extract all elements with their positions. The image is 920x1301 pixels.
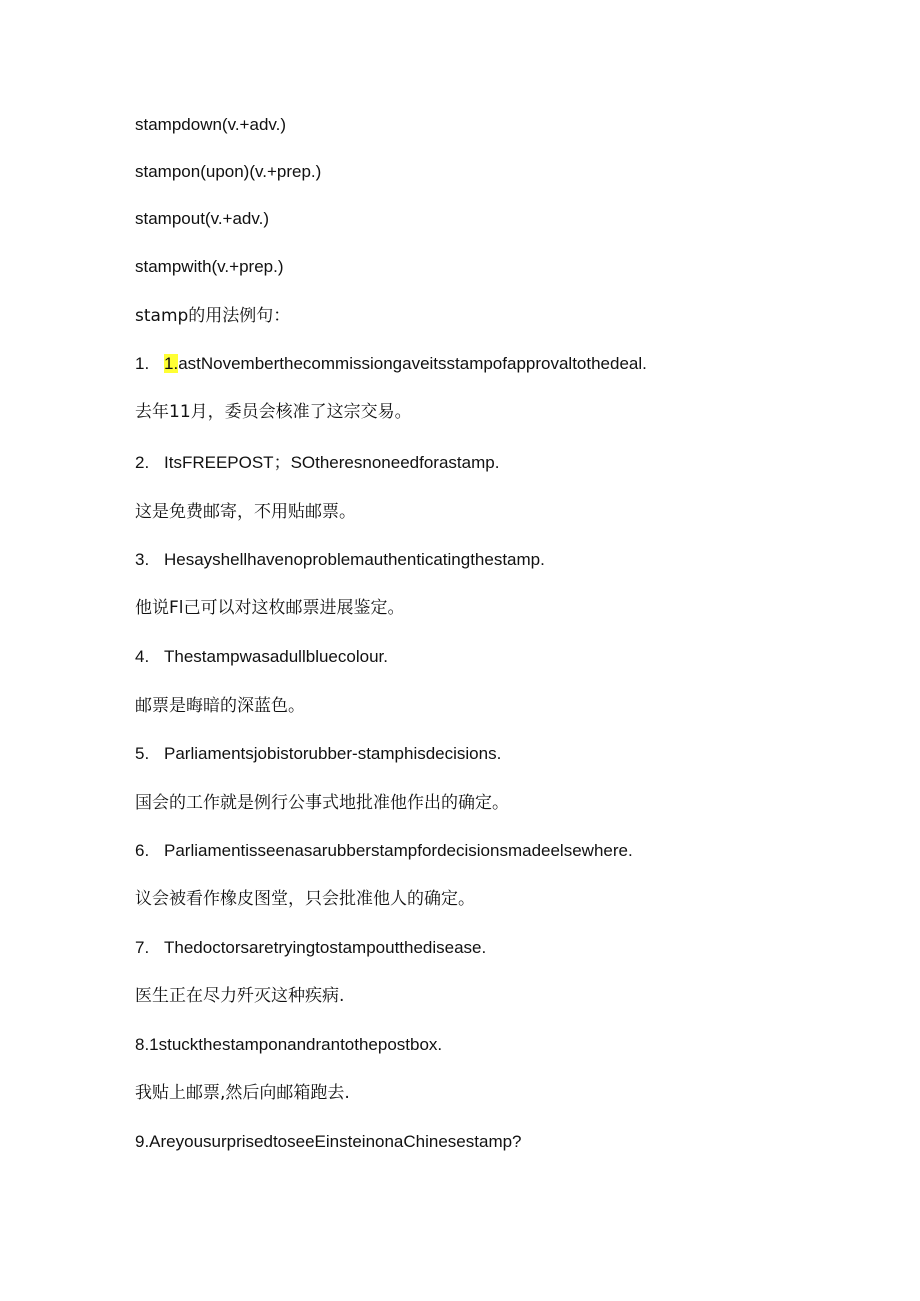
example-1-zh: 去年11月，委员会核准了这宗交易。 [135, 402, 412, 422]
usage-heading: stamp的用法例句： [135, 306, 291, 326]
example-4-en [135, 646, 388, 668]
example-sentence: astNovemberthecommissiongaveitsstampofapprovaltothedeal. [178, 354, 647, 373]
example-number: 7. [135, 938, 150, 957]
example-sentence: Thestampwasadullbluecolour. [164, 647, 388, 666]
example-2-zh: 这是免费邮寄，不用贴邮票。 [135, 502, 356, 522]
example-6-zh: 议会被看作橡皮图堂，只会批准他人的确定。 [135, 889, 475, 909]
example-8-en: 8.1stuckthestamponandrantothepostbox. [135, 1035, 443, 1054]
example-sentence: Thedoctorsaretryingtostampoutthedisease. [164, 938, 487, 957]
example-6-en [135, 840, 633, 862]
example-3-en [135, 549, 545, 571]
example-sentence: Parliamentsjobistorubber-stamphisdecisions. [164, 744, 502, 763]
example-1-en [135, 353, 647, 375]
phrase-stamp-down: stampdown(v.+adv.) [135, 115, 287, 134]
example-7-en [135, 937, 486, 959]
example-9-en: 9.AreyousurprisedtoseeEinsteinonaChinesestamp? [135, 1132, 522, 1151]
example-sentence: ItsFREEPOST；SOtheresnoneedforastamp. [164, 453, 500, 472]
phrase-stamp-out: stampout(v.+adv.) [135, 209, 270, 228]
example-number: 1. [135, 354, 150, 373]
example-5-en [135, 743, 501, 765]
example-number: 3. [135, 550, 150, 569]
phrase-stamp-on: stampon(upon)(v.+prep.) [135, 162, 322, 181]
phrase-stamp-with: stampwith(v.+prep.) [135, 257, 284, 276]
example-5-zh: 国会的工作就是例行公事式地批准他作出的确定。 [135, 793, 509, 813]
example-number: 2. [135, 453, 150, 472]
example-sentence: Hesayshellhavenoproblemauthenticatingthestamp. [164, 550, 545, 569]
example-number: 5. [135, 744, 150, 763]
example-2-en [135, 452, 499, 474]
example-7-zh: 医生正在尽力歼灭这种疾病. [135, 986, 345, 1006]
example-sentence: Parliamentisseenasarubberstampfordecisionsmadeelsewhere. [164, 841, 633, 860]
example-4-zh: 邮票是晦暗的深蓝色。 [135, 696, 305, 716]
highlighted-text: 1. [164, 354, 179, 373]
example-number: 4. [135, 647, 150, 666]
example-3-zh: 他说Fl己可以对这枚邮票进展鉴定。 [135, 598, 405, 618]
example-number: 6. [135, 841, 150, 860]
example-8-zh: 我贴上邮票,然后向邮箱跑去. [135, 1083, 350, 1103]
